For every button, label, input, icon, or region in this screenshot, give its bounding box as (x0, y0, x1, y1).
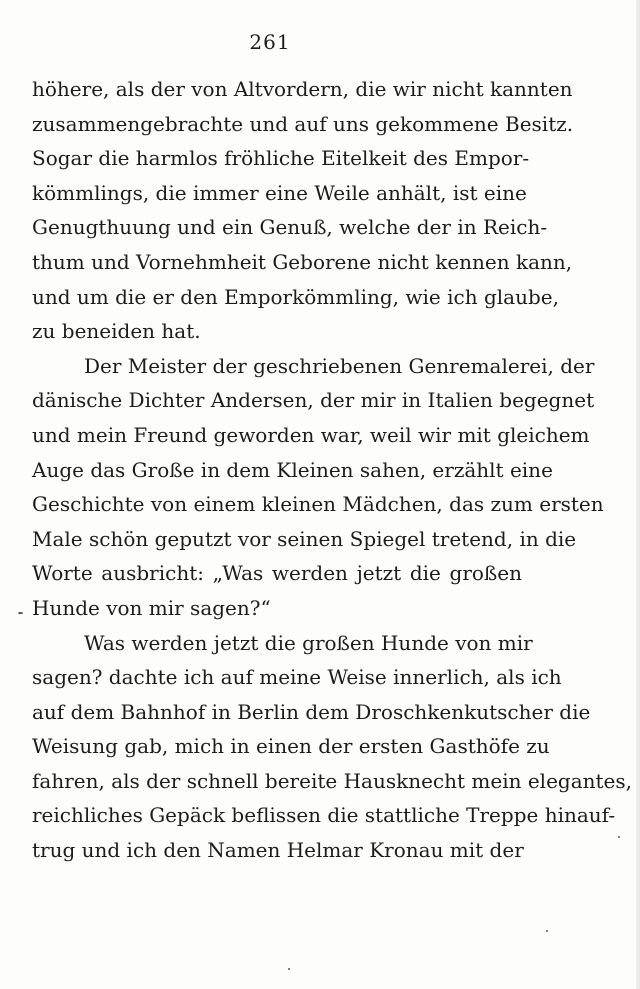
text-line: kömmlings, die immer eine Weile anhält, ist eine (32, 180, 527, 205)
text-line: Worte ausbricht: „Was werden jetzt die großen (32, 561, 522, 586)
text-line: Was werden jetzt die großen Hunde von mir (84, 630, 533, 655)
text-line: sagen? dachte ich auf meine Weise innerlich, als ich (32, 665, 562, 690)
text-line: Male schön geputzt vor seinen Spiegel tretend, in die (32, 526, 577, 551)
text-line: Geschichte von einem kleinen Mädchen, das zum ersten (32, 492, 604, 517)
text-line: und mein Freund geworden war, weil wir mit gleichem (32, 422, 590, 447)
text-line: Auge das Große in dem Kleinen sahen, erzählt eine (32, 457, 553, 482)
text-line: Hunde von mir sagen?“ (32, 595, 271, 620)
text-line: reichliches Gepäck beflissen die stattliche Treppe hinauf- (32, 803, 616, 828)
text-line: Genugthuung und ein Genuß, welche der in Reich- (32, 215, 548, 240)
text-line: Der Meister der geschriebenen Genremalerei, der (84, 353, 595, 378)
text-line: zu beneiden hat. (32, 319, 201, 344)
page-number: 261 (249, 30, 291, 54)
text-line: zusammengebrachte und auf uns gekommene Besitz. (32, 111, 574, 136)
text-line: Sogar die harmlos fröhliche Eitelkeit des Empor- (32, 146, 530, 171)
page-edge (636, 0, 640, 989)
ink-speck (18, 612, 23, 614)
text-line: und um die er den Emporkömmling, wie ich glaube, (32, 284, 559, 309)
text-line: Weisung gab, mich in einen der ersten Gasthöfe zu (32, 734, 550, 759)
text-line: dänische Dichter Andersen, der mir in Italien begegnet (32, 388, 595, 413)
text-line: höhere, als der von Altvordern, die wir nicht kannten (32, 77, 573, 101)
text-line: trug und ich den Namen Helmar Kronau mit der (32, 838, 524, 863)
ink-speck (618, 836, 620, 838)
text-line: fahren, als der schnell bereite Hausknecht mein elegantes, (32, 768, 632, 793)
text-line: thum und Vornehmheit Geborene nicht kennen kann, (32, 249, 573, 274)
body-text (32, 72, 632, 868)
ink-speck (288, 968, 290, 970)
text-line: auf dem Bahnhof in Berlin dem Droschkenkutscher die (32, 699, 591, 724)
ink-speck (546, 930, 548, 932)
